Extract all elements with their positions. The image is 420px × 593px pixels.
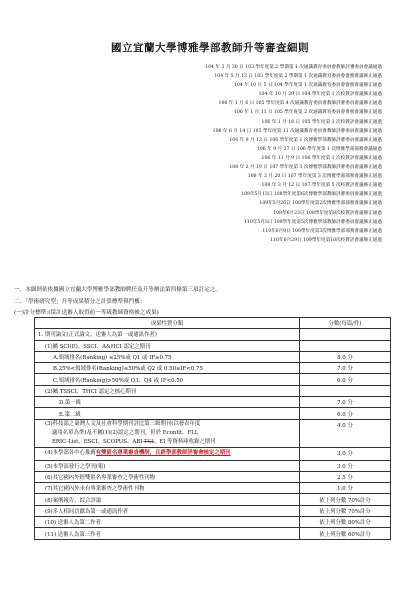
history-line: 106 年 1 月 6 日 105 學年度第 4 次通識教育委員會教師評審委員會議修正通過: [218, 101, 382, 107]
row-label: (8)案例報告、綜合評論: [35, 494, 300, 505]
row-score: 依上列分數 70%計分: [300, 494, 391, 505]
row-score: [300, 385, 391, 396]
row-label: [35, 448, 300, 460]
row-label: [35, 419, 300, 448]
history-line: 106 年 1 月 18 日 105 學年度第 3 次校教評會議修正通過: [261, 119, 382, 125]
scoring-table: [34, 317, 391, 540]
row-score: 2.5 分: [300, 471, 391, 482]
history-line: 104 年 10 月 5 日 104 學年度第 1 次通識教育委員會會務會議修正通過: [233, 83, 382, 89]
row-label: (11) 送審人為第三作者: [35, 528, 300, 539]
history-line: 108 年 2 月 19 日 107 學年度第 3 次博雅學部教師評審委員會議修正通過: [229, 165, 382, 171]
row-label: (2)屬 TSSCI、THCI 認定之核心期刊: [35, 385, 300, 396]
row-score: 1.0 分: [300, 483, 391, 494]
header-score: 分數(每篇/件): [300, 318, 391, 329]
row-label: (10) 送審人為第二作者: [35, 517, 300, 528]
table-row: [35, 528, 391, 539]
history-line: 109年5月26日 108學年度第2次博雅學部部務會議修正通過: [259, 201, 382, 207]
row-label: E.第二級: [35, 408, 300, 419]
history-line: 106 年 1 月 11 日 105 學年度第 2 次通識教育委員會會務會議修正通過: [233, 110, 382, 116]
table-row: [35, 397, 391, 408]
row-score: 依上列分數 80%計分: [300, 517, 391, 528]
history-line: 110年6月9日 109學年度第3次博雅學部部務會議修正通過: [262, 228, 382, 234]
row-score: [300, 340, 391, 351]
row-score: 3.0 分: [300, 460, 391, 471]
row-label: (7)其它國內外未有專業審查之學術性刊物: [35, 483, 300, 494]
row-score: 4.0 分: [300, 419, 391, 448]
history-line: 104 年 10 月 29 日 104 學年度第 1 次校教評會議修正通過: [258, 92, 382, 98]
row-label: (6)其它國內外經雙匿名專業審查之學術性刊物: [35, 471, 300, 482]
history-line: 106 年 6 月 14 日 105 學年度第 11 次通識教育委員會教師評審委員會議修正通過: [212, 128, 382, 134]
database-list-text: ERIC-List、ESCI、SCOPUS、ABI-: [52, 439, 144, 446]
history-line: 110年6月29日 109學年度第10次校教評會議修正通過: [270, 237, 382, 243]
row-label-line: (3)科技部之臺灣人文及社會科學期刊評比第三級期刊(以發表年度: [45, 420, 201, 427]
row-score: 7.0 分: [300, 363, 391, 374]
row-label: C.領域排名(Ranking)>50%或 Q3、Q4 或 IF<0.50: [35, 374, 300, 385]
table-row: [35, 483, 391, 494]
history-line: 104 年 3 月 30 日 103 學年度第 2 學期第 1 次通識教育委員會教師評審委員會議通過: [205, 65, 382, 70]
database-list-text: 、EI 等資料庫收錄之期刊: [153, 439, 216, 446]
table-row: [35, 408, 391, 419]
history-line: 106 年 9 月 13 日 106 學年度第 1 次博雅學部教師評審委員會議修正通過: [229, 137, 382, 143]
document-title: 國立宜蘭大學博雅學部教師升等審查細則: [111, 42, 309, 54]
table-header-row: [35, 318, 391, 329]
row-label: D.第一級: [35, 397, 300, 408]
history-line: 109年6月23日 108學年度第8次校教評會議修正通過: [273, 210, 382, 216]
table-row: [35, 329, 391, 340]
row-label: 1. 期刊論文(正式論文、送審人為第一或通訊作者): [35, 329, 300, 340]
row-label: (5)本學部發行之學刊(報): [35, 460, 300, 471]
row-score: 6.0 分: [300, 374, 391, 385]
row-label-line: [45, 438, 296, 447]
table-row: [35, 351, 391, 362]
row-label: B.25%<領域排名(Ranking)≤50%或 Q2 或 0.50≤IF<0.75: [35, 363, 300, 374]
history-line: 104 年 5 月 13 日 103 學年度第 2 學期第 1 次通識教育委員會會務會議修正通過: [214, 74, 382, 80]
row-score: 8.0 分: [300, 351, 391, 362]
row-score: 7.0 分: [300, 397, 391, 408]
table-row: [35, 340, 391, 351]
table-row: [35, 471, 391, 482]
row-score: 6.0 分: [300, 408, 391, 419]
section-two-heading: 二、「學術研究型」升等成果積分之計算標準與門檻：: [14, 299, 146, 305]
table-row: [35, 460, 391, 471]
row-label-line: 適用名單為準)及不屬(1)(2)認定之期刊，但於 Econlit、FLI、: [52, 429, 203, 436]
row-score: 依上列分數 70%計分: [300, 505, 391, 516]
deleted-text: TCI: [143, 439, 154, 446]
row-label: A.領域排名(Ranking) ≤25%或 Q1 或 IF≥0.75: [35, 351, 300, 362]
section-one-text: 一、本細則依依據國立宜蘭大學博雅學部教師聘任及升等辦法第四條第三項訂定之。: [14, 287, 221, 293]
history-line: 106 年 11 月 9 日 106 學年度第 1 次校教評會議修正通過: [261, 155, 382, 161]
amendment-history: [42, 63, 382, 245]
table-row: [35, 419, 391, 448]
history-line: 110年5月5日 109學年度第5次博雅學部教師評審委員會議修正通過: [243, 219, 382, 225]
table-row: [35, 374, 391, 385]
row-score: 依上列分數 60%計分: [300, 528, 391, 539]
row-label: (9)多人相同貢獻為第一或通訊作者: [35, 505, 300, 516]
history-line: 109年5月13日 108學年度第6次博雅學部教師評審委員會議修正通過: [241, 192, 382, 198]
table-row: [35, 385, 391, 396]
history-line: 108 年 3 月 12 日 107 學年度第 5 次校教評會議修正通過: [261, 183, 382, 189]
table-row: [35, 494, 391, 505]
header-category: 成果性質分類: [35, 318, 300, 329]
history-line: 106 年 9 月 27 日 106 學年度第 1 次博雅學部部務會議通過: [256, 146, 382, 152]
amended-text: 有雙匿名專業審查機制，且經學部教師評審會核定之期刊: [95, 450, 231, 457]
row-score: 3.0 分: [300, 448, 391, 460]
scoring-subheading: (一)計分標準:(採計送審人取得前一等級教師資格後之成果): [14, 310, 159, 316]
table-row: [35, 448, 391, 460]
row-label: (1)屬 SCI(E)、SSCI、A&HCI 認定之期刊: [35, 340, 300, 351]
table-row: [35, 505, 391, 516]
table-row: [35, 517, 391, 528]
history-line: 108 年 2 月 20 日 107 學年度第 3 次博雅學部部務會議修正通過: [247, 174, 382, 180]
table-row: [35, 363, 391, 374]
row-score: [300, 329, 391, 340]
row-label-text: (4)本學部各中心推薦: [45, 450, 96, 457]
